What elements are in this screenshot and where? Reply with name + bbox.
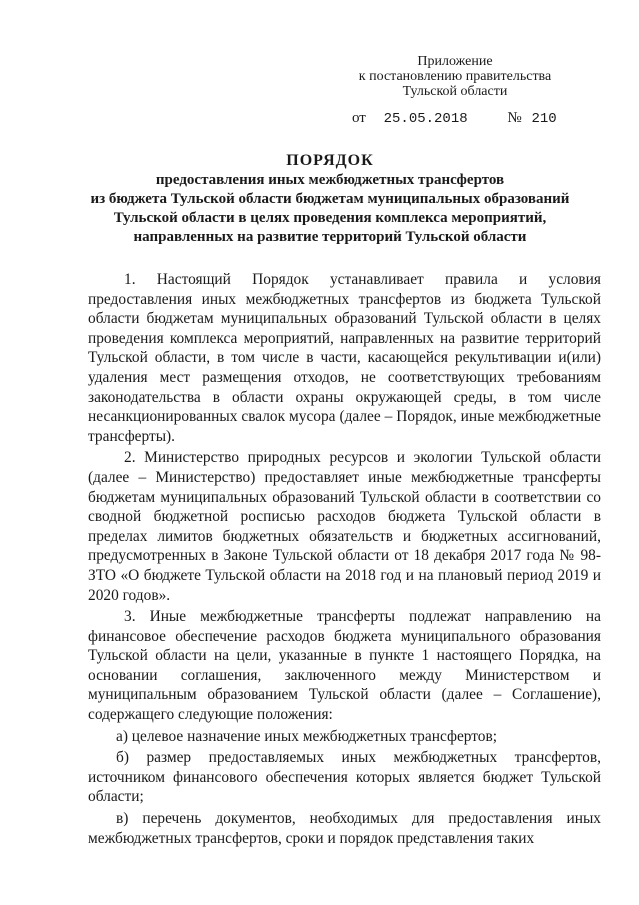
title-main: ПОРЯДОК xyxy=(286,152,374,169)
decree-reference xyxy=(352,110,557,127)
appendix-line-3: Тульской области xyxy=(402,84,508,99)
title-line-2: из бюджета Тульской области бюджетам муниципальных образований xyxy=(90,191,570,207)
decree-number: 210 xyxy=(531,111,557,127)
decree-from-label: от xyxy=(352,110,366,126)
document-body xyxy=(88,270,601,850)
paragraph-2: 2. Министерство природных ресурсов и экологии Тульской области (далее – Министерство) предоставляет иные межбюджетные трансферты бюджетам муниципальных образований Тульской области в соответствии со сводной бюджетной росписью расходов бюджета Тульской области в пределах лимитов бюджетных обязательств и бюджетных ассигнований, предусмотренных в Законе Тульской области от 18 декабря 2017 года № 98-ЗТО «О бюджете Тульской области на 2018 год и на плановый период 2019 и 2020 годов». xyxy=(88,449,601,604)
paragraph-3: 3. Иные межбюджетные трансферты подлежат направлению на финансовое обеспечение расходов бюджета муниципального образования Тульской области на цели, указанные в пункте 1 настоящего Порядка, на основании соглашения, заключенного между Министерством и муниципальным образованием Тульской области (далее – Соглашение), содержащего следующие положения: xyxy=(88,608,601,724)
title-line-4: направленных на развитие территорий Тульской области xyxy=(133,229,527,245)
appendix-line-1: Приложение xyxy=(417,54,493,69)
paragraph-3-item-b: б) размер предоставляемых иных межбюджетных трансфертов, источником финансового обеспечения которых является бюджет Тульской области; xyxy=(88,749,601,806)
decree-date: 25.05.2018 xyxy=(383,111,468,127)
appendix-line-2: к постановлению правительства xyxy=(358,69,552,84)
paragraph-1: 1. Настоящий Порядок устанавливает правила и условия предоставления иных межбюджетных трансфертов из бюджета Тульской области бюджетам муниципальных образований Тульской области в целях проведения комплекса мероприятий, направленных на развитие территорий Тульской области, в том числе в части, касающейся рекультивации и(или) удаления мест размещения отходов, не соответствующих требованиям законодательства в области охраны окружающей среды, в том числе несанкционированных свалок мусора (далее – Порядок, иные межбюджетные трансферты). xyxy=(88,271,601,445)
document-title xyxy=(60,151,600,247)
paragraph-3-item-c: в) перечень документов, необходимых для предоставления иных межбюджетных трансфертов, сроки и порядок представления таких xyxy=(88,810,601,847)
paragraph-3-item-a: а) целевое назначение иных межбюджетных трансфертов; xyxy=(116,727,498,745)
title-line-1: предоставления иных межбюджетных трансфертов xyxy=(155,172,505,188)
appendix-header xyxy=(330,54,580,99)
decree-number-label: № xyxy=(507,110,522,126)
title-line-3: Тульской области в целях проведения комплекса мероприятий, xyxy=(113,210,547,226)
